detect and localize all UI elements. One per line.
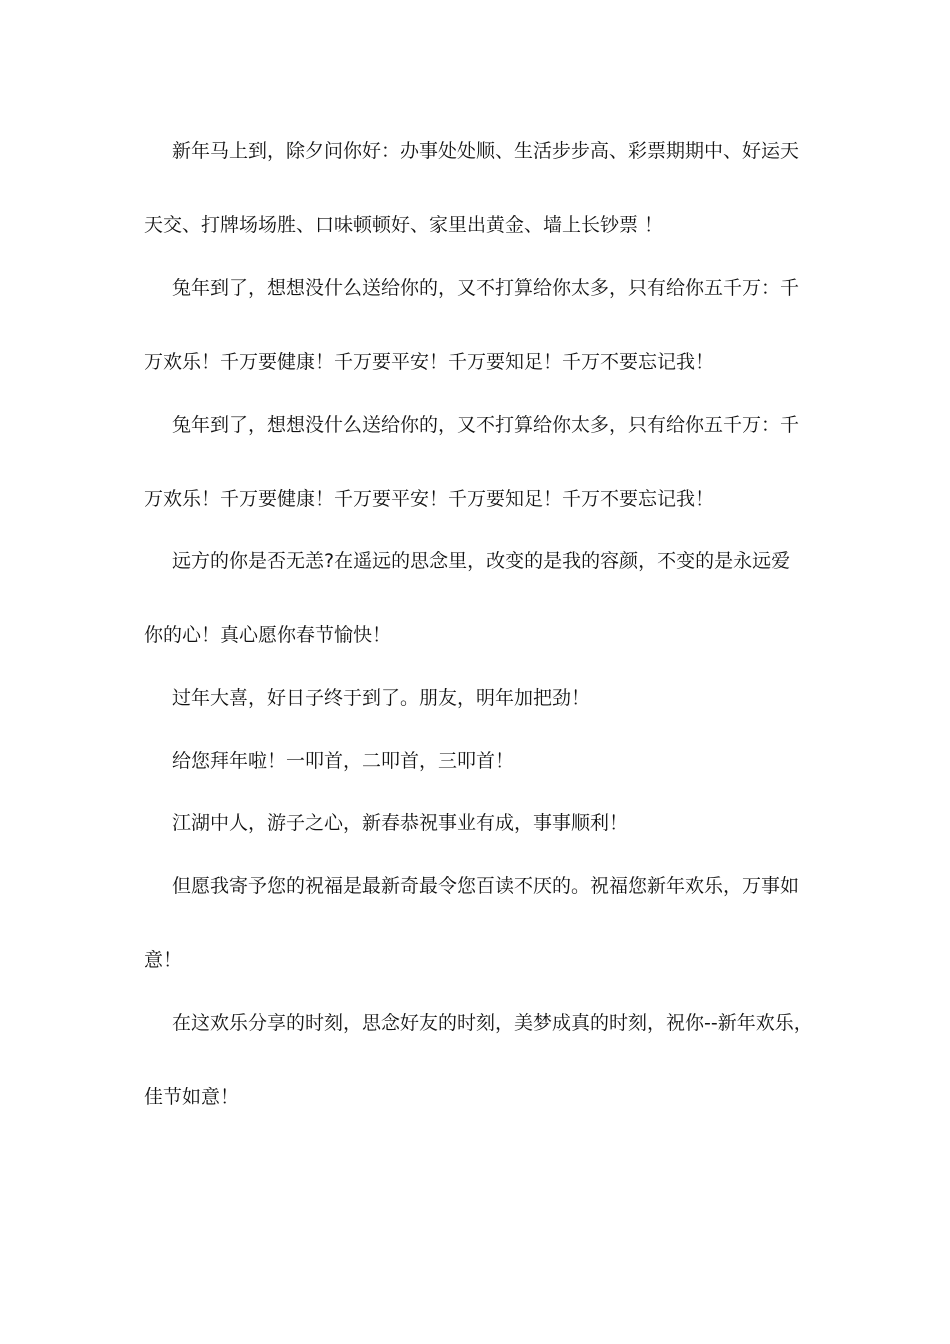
- text-line: 给您拜年啦！一叩首，二叩首，三叩首！: [172, 750, 515, 772]
- text-line: 在这欢乐分享的时刻，思念好友的时刻，美梦成真的时刻，祝你--新年欢乐，: [172, 1012, 813, 1034]
- text-line: 天交、打牌场场胜、口味顿顿好、家里出黄金、墙上长钞票 ！: [144, 214, 664, 236]
- text-line: 江湖中人，游子之心，新春恭祝事业有成，事事顺利！: [172, 812, 629, 834]
- text-line: 兔年到了，想想没什么送给你的，又不打算给你太多，只有给你五千万：千: [172, 277, 800, 299]
- text-line: 远方的你是否无恙?在遥远的思念里，改变的是我的容颜，不变的是永远爱: [172, 550, 791, 572]
- text-line: 佳节如意！: [144, 1086, 240, 1108]
- text-line: 但愿我寄予您的祝福是最新奇最令您百读不厌的。祝福您新年欢乐，万事如: [172, 875, 800, 897]
- text-line: 兔年到了，想想没什么送给你的，又不打算给你太多，只有给你五千万：千: [172, 414, 800, 436]
- text-line: 你的心！真心愿你春节愉快！: [144, 624, 392, 646]
- text-line: 过年大喜，好日子终于到了。朋友，明年加把劲！: [172, 687, 591, 709]
- text-line: 万欢乐！千万要健康！千万要平安！千万要知足！千万不要忘记我！: [144, 351, 715, 373]
- text-line: 新年马上到，除夕问你好：办事处处顺、生活步步高、彩票期期中、好运天: [172, 140, 800, 162]
- text-line: 意！: [144, 949, 183, 971]
- text-line: 万欢乐！千万要健康！千万要平安！千万要知足！千万不要忘记我！: [144, 488, 715, 510]
